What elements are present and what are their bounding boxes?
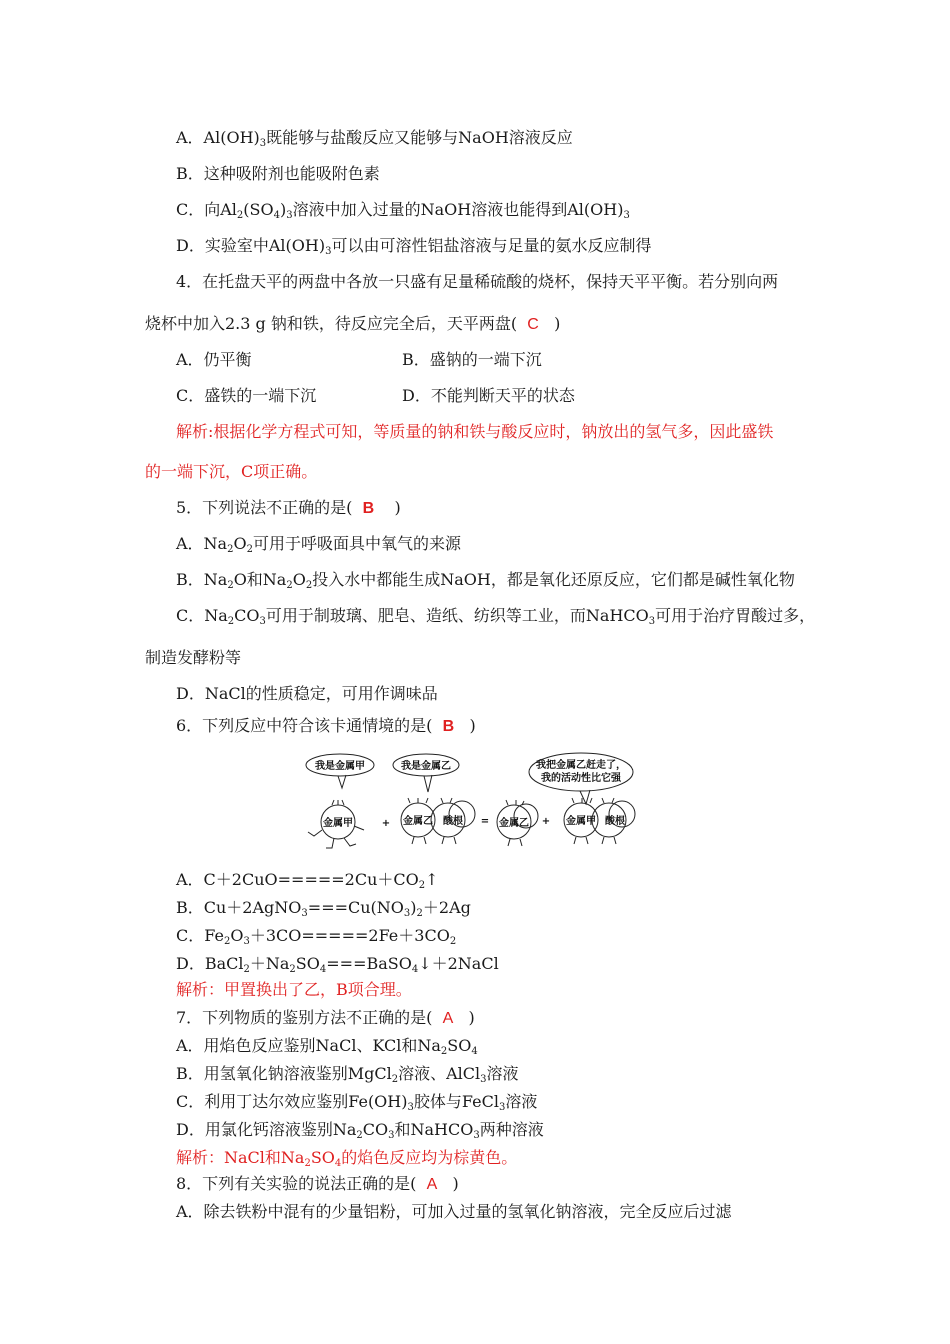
q6-answer: B xyxy=(442,718,455,735)
q5-option-d: D．NaCl的性质稳定，可用作调味品 xyxy=(176,684,438,703)
q7-option-d: D．用氯化钙溶液鉴别$Na_2CO_3$和NaHCO$_3$两种溶液 xyxy=(176,1120,544,1141)
q5-option-a: A．$Na_2O_2$可用于呼吸面具中氧气的来源 xyxy=(176,534,461,555)
label-metal-yi: 金属乙 xyxy=(403,816,433,827)
plus-sign-1: + xyxy=(381,818,391,829)
q4-explanation-cont: 的一端下沉，C项正确。 xyxy=(145,462,318,481)
q6-explanation: 解析：甲置换出了乙，B项合理。 xyxy=(176,980,412,999)
label-metal-jia: 金属甲 xyxy=(323,818,353,829)
q8-option-a: A．除去铁粉中混有的少量铝粉，可加入过量的氢氧化钠溶液，完全反应后过滤 xyxy=(176,1202,732,1221)
q7-option-b: B．用氢氧化钠溶液鉴别MgCl$_2$溶液、AlCl$_3$溶液 xyxy=(176,1064,519,1085)
q4-stem: 4．在托盘天平的两盘中各放一只盛有足量稀硫酸的烧杯，保持天平平衡。若分别向两 xyxy=(176,272,779,291)
q5-option-c: C．$Na_2CO_3$可用于制玻璃、肥皂、造纸、纺织等工业，而NaHCO$_3$可用于治疗胃酸过多， xyxy=(176,606,816,627)
q8-stem: 8．下列有关实验的说法正确的是( A ) xyxy=(176,1174,459,1193)
bubble-metal-yi: 我是金属乙 xyxy=(401,761,451,772)
q7-option-a: A．用焰色反应鉴别NaCl、KCl和$Na_2SO_4$ xyxy=(176,1036,478,1057)
q4-option-b: B．盛钠的一端下沉 xyxy=(402,350,542,369)
plus-sign-2: + xyxy=(541,816,551,827)
label-metal-jia-product: 金属甲 xyxy=(566,816,596,827)
bubble-replace-line1: 我把金属乙赶走了， xyxy=(536,760,626,771)
q4-stem-cont: 烧杯中加入2.3 g 钠和铁，待反应完全后，天平两盘( C ) xyxy=(145,314,561,333)
q5-stem: 5．下列说法不正确的是( B ) xyxy=(176,498,401,517)
q7-stem: 7．下列物质的鉴别方法不正确的是( A ) xyxy=(176,1008,475,1027)
q6-option-b: B．$Cu+2AgNO_3===Cu(NO_3)_2+2Ag$ xyxy=(176,898,471,919)
q4-explanation: 解析:根据化学方程式可知，等质量的钠和铁与酸反应时，钠放出的氢气多，因此盛铁 xyxy=(176,422,774,441)
q7-answer: A xyxy=(442,1010,454,1027)
q3-option-c: C．向$Al_2(SO_4)_3$溶液中加入过量的NaOH溶液也能得到$Al(OH)_3$ xyxy=(176,200,630,221)
equals-sign: = xyxy=(480,816,490,827)
q7-explanation: 解析：NaCl和$Na_2SO_4$的焰色反应均为棕黄色。 xyxy=(176,1148,518,1169)
metal-displacement-cartoon xyxy=(298,752,650,852)
q4-answer: C xyxy=(527,316,539,333)
q6-stem: 6．下列反应中符合该卡通情境的是( B ) xyxy=(176,716,476,735)
q3-option-d: D．实验室中$Al(OH)_3$可以由可溶性铝盐溶液与足量的氨水反应制得 xyxy=(176,236,652,257)
q5-option-c-cont: 制造发酵粉等 xyxy=(145,648,242,667)
q6-option-c: C．$Fe_2O_3+3CO=====2Fe+3CO_2$ xyxy=(176,926,457,947)
q5-option-b: B．$Na_2O$和$Na_2O_2$投入水中都能生成NaOH，都是氧化还原反应，它们都是碱性氧化物 xyxy=(176,570,795,591)
q4-option-d: D．不能判断天平的状态 xyxy=(402,386,575,405)
q4-option-c: C．盛铁的一端下沉 xyxy=(176,386,317,405)
q7-option-c: C．利用丁达尔效应鉴别$Fe(OH)_3$胶体与FeCl$_3$溶液 xyxy=(176,1092,538,1113)
q4-option-a: A．仍平衡 xyxy=(176,350,252,369)
label-acid-root-product: 酸根 xyxy=(605,816,625,827)
q3-option-a: A．$Al(OH)_3$既能够与盐酸反应又能够与NaOH溶液反应 xyxy=(176,128,573,149)
label-acid-root: 酸根 xyxy=(443,816,463,827)
bubble-replace-line2: 我的活动性比它强 xyxy=(541,773,621,784)
q6-option-d: D．$BaCl_2+Na_2SO_4===BaSO_4↓+2NaCl$ xyxy=(176,954,499,975)
q3-option-b: B．这种吸附剂也能吸附色素 xyxy=(176,164,380,183)
q6-option-a: A．$C+2CuO=====2Cu+CO_2↑$ xyxy=(176,870,439,891)
bubble-metal-jia: 我是金属甲 xyxy=(315,761,365,772)
q5-answer: B xyxy=(362,500,375,517)
label-metal-yi-product: 金属乙 xyxy=(499,818,529,829)
q8-answer: A xyxy=(426,1176,438,1193)
